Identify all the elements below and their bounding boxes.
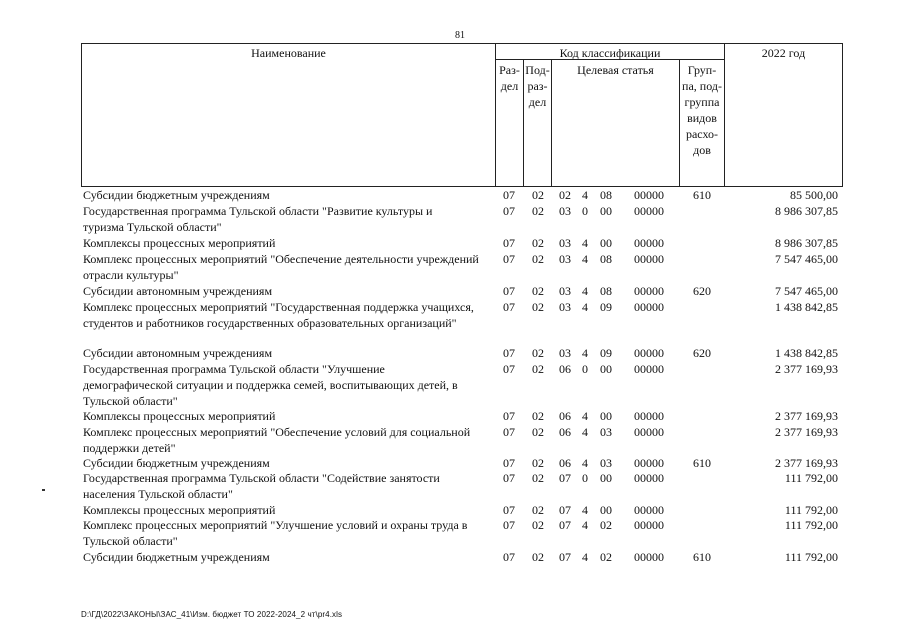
row-name: Государственная программа Тульской области "Развитие культуры и туризма Тульской области" xyxy=(83,204,433,234)
row-razdel: 07 xyxy=(503,252,515,266)
row-expense-group: 610 xyxy=(693,550,711,564)
row-podrazdel: 02 xyxy=(532,425,544,439)
row-amount: 111 792,00 xyxy=(784,503,838,517)
row-name: Комплекс процессных мероприятий "Обеспечение условий для социальной поддержки детей" xyxy=(83,425,471,455)
row-target-type: 4 xyxy=(582,518,588,532)
row-target-direction: 00000 xyxy=(634,236,664,250)
row-target-program: 03 xyxy=(559,346,571,360)
page-number: 81 xyxy=(455,30,465,41)
row-target-main: 02 xyxy=(600,550,612,564)
row-razdel: 07 xyxy=(503,471,515,485)
row-target-direction: 00000 xyxy=(634,503,664,517)
row-target-main: 00 xyxy=(600,503,612,517)
row-razdel: 07 xyxy=(503,188,515,202)
row-target-direction: 00000 xyxy=(634,362,664,376)
table-header xyxy=(81,43,843,187)
row-target-program: 06 xyxy=(559,362,571,376)
row-name: Субсидии бюджетным учреждениям xyxy=(83,550,270,564)
row-amount: 2 377 169,93 xyxy=(775,456,838,470)
row-name: Комплексы процессных мероприятий xyxy=(83,236,276,250)
row-target-direction: 00000 xyxy=(634,518,664,532)
row-amount: 1 438 842,85 xyxy=(775,300,838,314)
row-target-direction: 00000 xyxy=(634,409,664,423)
row-target-program: 03 xyxy=(559,252,571,266)
row-target-direction: 00000 xyxy=(634,204,664,218)
row-target-direction: 00000 xyxy=(634,300,664,314)
row-podrazdel: 02 xyxy=(532,471,544,485)
row-target-type: 4 xyxy=(582,188,588,202)
row-name: Субсидии автономным учреждениям xyxy=(83,284,273,298)
row-podrazdel: 02 xyxy=(532,204,544,218)
row-target-direction: 00000 xyxy=(634,456,664,470)
row-target-type: 4 xyxy=(582,252,588,266)
row-target-program: 02 xyxy=(559,188,571,202)
row-target-main: 03 xyxy=(600,456,612,470)
row-razdel: 07 xyxy=(503,456,515,470)
row-podrazdel: 02 xyxy=(532,188,544,202)
row-amount: 111 792,00 xyxy=(784,518,838,532)
row-podrazdel: 02 xyxy=(532,362,544,376)
row-target-program: 07 xyxy=(559,550,571,564)
row-target-type: 0 xyxy=(582,471,588,485)
header-name: Наименование xyxy=(251,46,326,60)
row-target-program: 07 xyxy=(559,471,571,485)
header-razdel: Раз- дел xyxy=(499,63,520,93)
row-target-type: 4 xyxy=(582,456,588,470)
row-expense-group: 620 xyxy=(693,346,711,360)
row-target-main: 00 xyxy=(600,409,612,423)
row-name: Комплекс процессных мероприятий "Улучшение условий и охраны труда в Тульской области" xyxy=(83,518,468,548)
row-target-program: 06 xyxy=(559,425,571,439)
row-expense-group: 620 xyxy=(693,284,711,298)
row-target-direction: 00000 xyxy=(634,425,664,439)
row-razdel: 07 xyxy=(503,236,515,250)
row-name: Субсидии автономным учреждениям xyxy=(83,346,273,360)
row-target-type: 0 xyxy=(582,204,588,218)
row-target-type: 4 xyxy=(582,236,588,250)
row-amount: 1 438 842,85 xyxy=(775,346,838,360)
row-target-type: 4 xyxy=(582,550,588,564)
row-podrazdel: 02 xyxy=(532,236,544,250)
row-podrazdel: 02 xyxy=(532,503,544,517)
row-target-type: 4 xyxy=(582,284,588,298)
row-target-main: 02 xyxy=(600,518,612,532)
header-podrazdel: Под- раз- дел xyxy=(525,63,550,109)
row-target-program: 06 xyxy=(559,409,571,423)
row-target-main: 00 xyxy=(600,236,612,250)
row-amount: 8 986 307,85 xyxy=(775,204,838,218)
header-divider xyxy=(724,44,725,186)
row-name: Субсидии бюджетным учреждениям xyxy=(83,456,270,470)
row-amount: 8 986 307,85 xyxy=(775,236,838,250)
row-target-program: 07 xyxy=(559,503,571,517)
header-divider xyxy=(551,59,552,186)
header-group: Груп- па, под- группа видов расхо- дов xyxy=(682,63,722,157)
scan-artifact xyxy=(42,489,45,491)
header-year: 2022 год xyxy=(761,46,806,60)
row-razdel: 07 xyxy=(503,409,515,423)
row-name: Государственная программа Тульской области "Содействие занятости населения Тульской области" xyxy=(83,471,440,501)
row-podrazdel: 02 xyxy=(532,456,544,470)
row-target-main: 09 xyxy=(600,346,612,360)
row-amount: 111 792,00 xyxy=(784,471,838,485)
row-target-direction: 00000 xyxy=(634,252,664,266)
row-amount: 2 377 169,93 xyxy=(775,362,838,376)
row-name: Комплекс процессных мероприятий "Обеспечение деятельности учреждений отрасли культуры" xyxy=(83,252,479,282)
row-target-main: 08 xyxy=(600,252,612,266)
row-amount: 7 547 465,00 xyxy=(775,252,838,266)
row-name: Комплекс процессных мероприятий "Государственная поддержка учащихся, студентов и работников государственных образовательных организаций" xyxy=(83,300,474,330)
row-expense-group: 610 xyxy=(693,188,711,202)
row-podrazdel: 02 xyxy=(532,252,544,266)
row-target-direction: 00000 xyxy=(634,550,664,564)
row-target-main: 08 xyxy=(600,284,612,298)
row-razdel: 07 xyxy=(503,204,515,218)
row-target-direction: 00000 xyxy=(634,471,664,485)
row-target-program: 03 xyxy=(559,300,571,314)
row-target-main: 08 xyxy=(600,188,612,202)
row-target-direction: 00000 xyxy=(634,188,664,202)
row-amount: 2 377 169,93 xyxy=(775,425,838,439)
row-podrazdel: 02 xyxy=(532,518,544,532)
row-podrazdel: 02 xyxy=(532,346,544,360)
row-target-program: 06 xyxy=(559,456,571,470)
row-razdel: 07 xyxy=(503,550,515,564)
row-amount: 2 377 169,93 xyxy=(775,409,838,423)
row-target-main: 00 xyxy=(600,204,612,218)
row-target-main: 09 xyxy=(600,300,612,314)
row-name: Комплексы процессных мероприятий xyxy=(83,503,276,517)
row-amount: 85 500,00 xyxy=(790,188,838,202)
row-razdel: 07 xyxy=(503,425,515,439)
row-target-direction: 00000 xyxy=(634,346,664,360)
row-razdel: 07 xyxy=(503,346,515,360)
row-razdel: 07 xyxy=(503,503,515,517)
row-podrazdel: 02 xyxy=(532,284,544,298)
row-target-type: 4 xyxy=(582,300,588,314)
row-target-main: 03 xyxy=(600,425,612,439)
row-target-program: 03 xyxy=(559,284,571,298)
row-target-main: 00 xyxy=(600,362,612,376)
row-target-type: 0 xyxy=(582,362,588,376)
row-expense-group: 610 xyxy=(693,456,711,470)
row-target-program: 03 xyxy=(559,236,571,250)
header-target-article: Целевая статья xyxy=(577,63,654,77)
row-razdel: 07 xyxy=(503,518,515,532)
row-razdel: 07 xyxy=(503,362,515,376)
header-classification-code: Код классификации xyxy=(559,46,661,60)
row-target-type: 4 xyxy=(582,425,588,439)
row-target-type: 4 xyxy=(582,409,588,423)
row-razdel: 07 xyxy=(503,300,515,314)
row-podrazdel: 02 xyxy=(532,550,544,564)
row-target-program: 07 xyxy=(559,518,571,532)
row-amount: 111 792,00 xyxy=(784,550,838,564)
row-podrazdel: 02 xyxy=(532,300,544,314)
row-target-direction: 00000 xyxy=(634,284,664,298)
row-name: Комплексы процессных мероприятий xyxy=(83,409,276,423)
row-target-program: 03 xyxy=(559,204,571,218)
row-name: Государственная программа Тульской области "Улучшение демографической ситуации и поддержка семей, воспитывающих детей, в Тульской области" xyxy=(83,362,458,408)
row-target-type: 4 xyxy=(582,503,588,517)
footer-file-path: D:\ГД\2022\ЗАКОНЫ\ЗАС_41\Изм. бюджет ТО 2022-2024_2 чт\pr4.xls xyxy=(81,610,343,619)
row-amount: 7 547 465,00 xyxy=(775,284,838,298)
row-target-main: 00 xyxy=(600,471,612,485)
row-name: Субсидии бюджетным учреждениям xyxy=(83,188,270,202)
row-razdel: 07 xyxy=(503,284,515,298)
row-target-type: 4 xyxy=(582,346,588,360)
row-podrazdel: 02 xyxy=(532,409,544,423)
